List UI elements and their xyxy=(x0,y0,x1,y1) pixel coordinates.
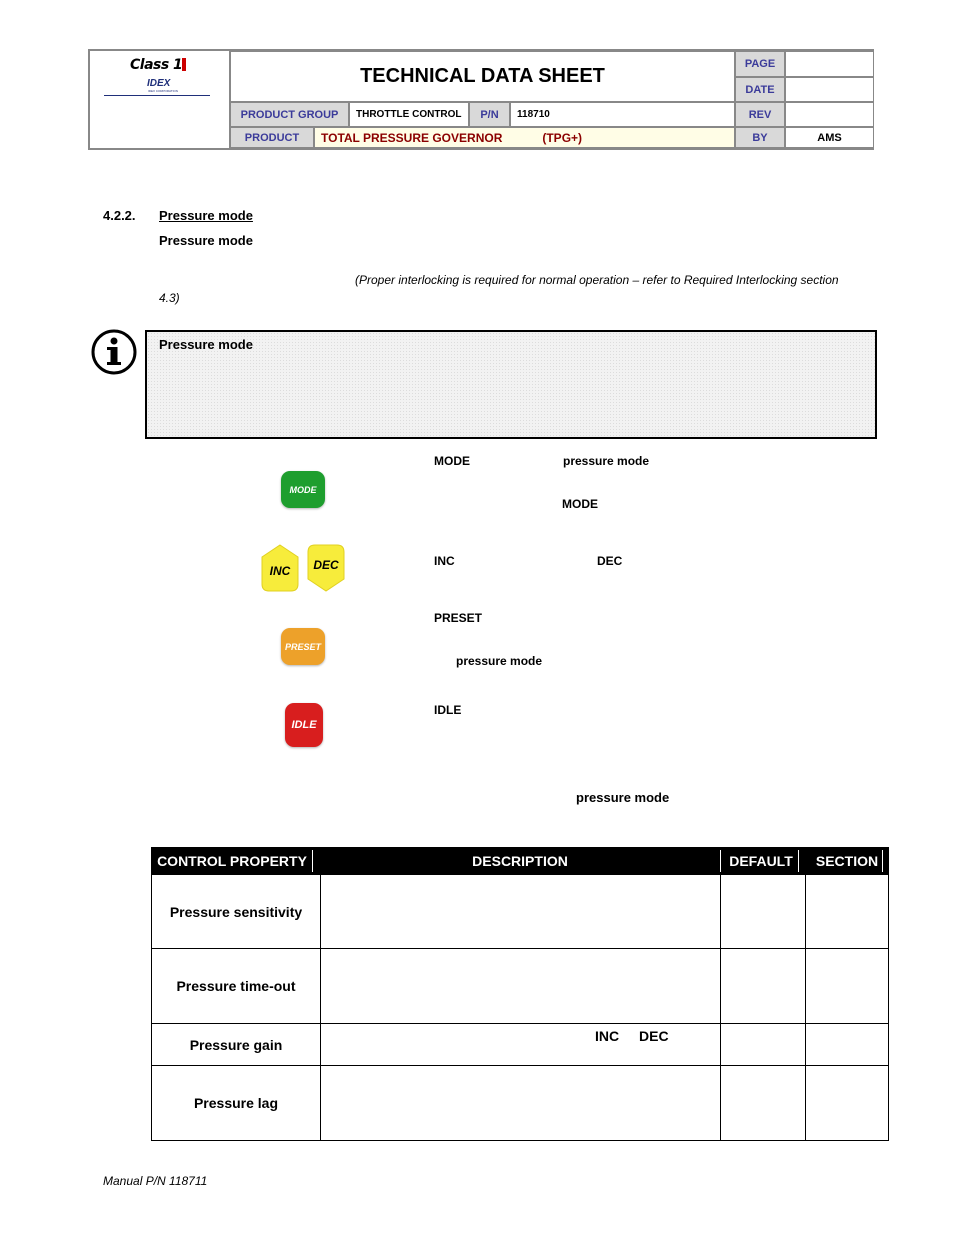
desc-inc: INC xyxy=(595,1028,620,1044)
page-title: TECHNICAL DATA SHEET xyxy=(230,51,735,102)
product-code: (TPG+) xyxy=(542,130,583,145)
cell-property: Pressure sensitivity xyxy=(151,875,320,949)
cell-description xyxy=(320,949,720,1024)
product-name: TOTAL PRESSURE GOVERNOR xyxy=(321,130,503,145)
section-heading: Pressure mode xyxy=(159,208,253,223)
table-header xyxy=(151,847,889,875)
cell-property: Pressure lag xyxy=(151,1066,320,1141)
rev-label: REV xyxy=(735,102,785,127)
product-group-label: PRODUCT GROUP xyxy=(230,102,349,127)
table-row xyxy=(151,949,889,1024)
date-label: DATE xyxy=(735,77,785,102)
inc-button[interactable] xyxy=(260,544,300,592)
idex-logo-subtext: IDEX CORPORATION xyxy=(148,89,178,93)
mode-text-pressure: pressure mode xyxy=(563,454,650,468)
by-label: BY xyxy=(735,127,785,148)
mode-label-2: MODE xyxy=(562,497,598,511)
table-row xyxy=(151,875,889,949)
header-divider xyxy=(882,850,883,872)
logo-accent-bar xyxy=(182,58,186,71)
cell-section xyxy=(805,949,889,1024)
interlock-note-line2: 4.3) xyxy=(159,291,180,305)
header-default: DEFAULT xyxy=(729,853,793,869)
info-box xyxy=(145,330,877,439)
dec-label: DEC xyxy=(597,554,623,568)
preset-label: PRESET xyxy=(434,611,483,625)
inc-button-label: INC xyxy=(269,564,291,578)
dec-button-label: DEC xyxy=(313,558,339,572)
cell-default xyxy=(720,949,805,1024)
mode-label: MODE xyxy=(434,454,470,468)
cell-property: Pressure time-out xyxy=(151,949,320,1024)
info-box-title: Pressure mode xyxy=(159,337,253,352)
info-icon xyxy=(90,328,138,376)
header-section: SECTION xyxy=(815,853,879,869)
rev-value xyxy=(785,102,874,127)
pn-label: P/N xyxy=(469,102,510,127)
product-group-value: THROTTLE CONTROL xyxy=(349,102,469,127)
preset-button[interactable]: PRESET xyxy=(281,628,325,665)
desc-dec: DEC xyxy=(639,1028,669,1044)
interlock-note-line1: (Proper interlocking is required for normal operation – refer to Required Interlocking section xyxy=(355,273,839,287)
idle-button[interactable]: IDLE xyxy=(285,703,323,747)
logo-underline xyxy=(104,95,210,96)
table-row xyxy=(151,1024,889,1066)
idex-logo: IDEX xyxy=(147,78,171,89)
cell-section xyxy=(805,1024,889,1066)
footer-manual-pn: Manual P/N 118711 xyxy=(103,1174,208,1188)
header-divider xyxy=(720,850,721,872)
preset-text-pressure: pressure mode xyxy=(456,654,543,668)
date-value xyxy=(785,77,874,102)
idle-label: IDLE xyxy=(434,703,462,717)
mode-button[interactable]: MODE xyxy=(281,471,325,508)
header-description: DESCRIPTION xyxy=(472,853,568,869)
cell-default xyxy=(720,875,805,949)
page-label: PAGE xyxy=(735,51,785,77)
summary-pressure-mode: pressure mode xyxy=(576,790,670,805)
document-header xyxy=(88,49,874,150)
logo-area xyxy=(90,51,230,148)
cell-description xyxy=(320,875,720,949)
section-number: 4.2.2. xyxy=(103,208,136,223)
cell-section xyxy=(805,875,889,949)
cell-section xyxy=(805,1066,889,1141)
section-subheading: Pressure mode xyxy=(159,233,253,248)
by-value: AMS xyxy=(785,127,874,148)
cell-description xyxy=(320,1024,720,1066)
product-label: PRODUCT xyxy=(230,127,314,148)
header-divider xyxy=(312,850,313,872)
product-value xyxy=(314,127,735,148)
dec-button[interactable] xyxy=(306,544,346,592)
header-control-property: CONTROL PROPERTY xyxy=(157,853,307,869)
table-row xyxy=(151,1066,889,1141)
cell-default xyxy=(720,1024,805,1066)
inc-label: INC xyxy=(434,554,455,568)
page-value xyxy=(785,51,874,77)
class1-logo: Class 1 xyxy=(130,57,183,73)
cell-property: Pressure gain xyxy=(151,1024,320,1066)
pn-value: 118710 xyxy=(510,102,735,127)
header-divider xyxy=(798,850,799,872)
cell-description xyxy=(320,1066,720,1141)
cell-default xyxy=(720,1066,805,1141)
